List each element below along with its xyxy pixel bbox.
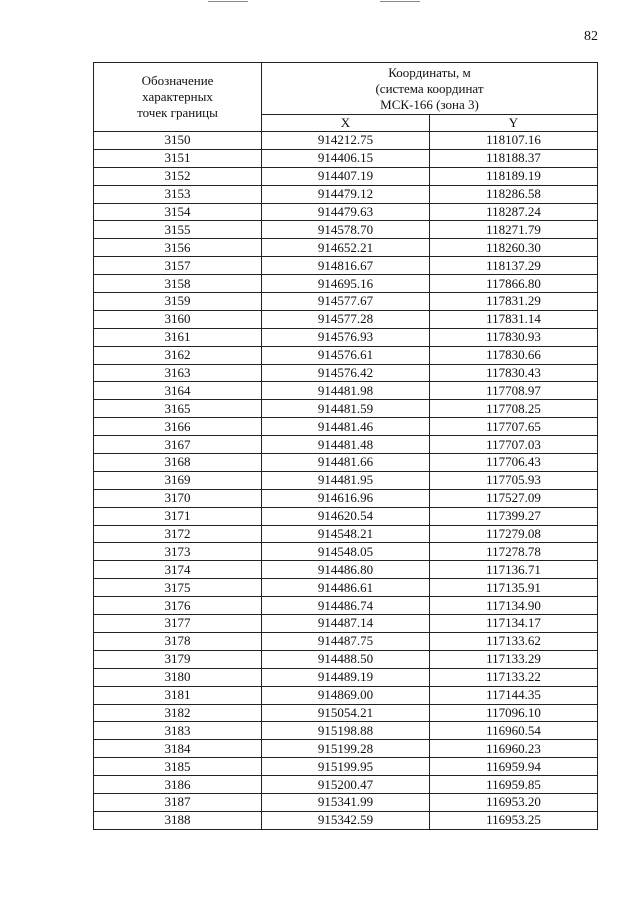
x-coordinate-cell: 914481.59 bbox=[262, 400, 430, 418]
table-row bbox=[94, 257, 598, 275]
x-column-header: X bbox=[262, 115, 430, 132]
x-coordinate-cell: 915198.88 bbox=[262, 722, 430, 740]
y-coordinate-cell: 117831.29 bbox=[430, 293, 598, 311]
table-row bbox=[94, 436, 598, 454]
table-row bbox=[94, 579, 598, 597]
x-coordinate-cell: 914481.98 bbox=[262, 382, 430, 400]
y-column-header: Y bbox=[430, 115, 598, 132]
coordinates-header bbox=[262, 63, 598, 115]
y-coordinate-cell: 117133.29 bbox=[430, 650, 598, 668]
x-coordinate-cell: 914616.96 bbox=[262, 489, 430, 507]
point-id-cell: 3161 bbox=[94, 328, 262, 346]
y-coordinate-cell: 117133.62 bbox=[430, 632, 598, 650]
table-row bbox=[94, 811, 598, 829]
x-coordinate-cell: 914407.19 bbox=[262, 167, 430, 185]
table-row bbox=[94, 454, 598, 472]
scan-mark-right bbox=[380, 1, 420, 2]
table-row bbox=[94, 167, 598, 185]
table-row bbox=[94, 650, 598, 668]
y-coordinate-cell: 117830.66 bbox=[430, 346, 598, 364]
y-coordinate-cell: 118137.29 bbox=[430, 257, 598, 275]
point-id-cell: 3188 bbox=[94, 811, 262, 829]
x-coordinate-cell: 914486.80 bbox=[262, 561, 430, 579]
x-coordinate-cell: 914620.54 bbox=[262, 507, 430, 525]
point-id-cell: 3156 bbox=[94, 239, 262, 257]
table-row bbox=[94, 149, 598, 167]
y-coordinate-cell: 118260.30 bbox=[430, 239, 598, 257]
y-coordinate-cell: 117279.08 bbox=[430, 525, 598, 543]
point-designation-header bbox=[94, 63, 262, 132]
point-designation-header-line: Обозначение bbox=[141, 73, 214, 88]
y-coordinate-cell: 118286.58 bbox=[430, 185, 598, 203]
y-coordinate-cell: 116959.94 bbox=[430, 758, 598, 776]
point-id-cell: 3154 bbox=[94, 203, 262, 221]
point-id-cell: 3185 bbox=[94, 758, 262, 776]
y-coordinate-cell: 116959.85 bbox=[430, 776, 598, 794]
x-coordinate-cell: 914576.93 bbox=[262, 328, 430, 346]
y-coordinate-cell: 116960.23 bbox=[430, 740, 598, 758]
table-row bbox=[94, 203, 598, 221]
y-coordinate-cell: 117831.14 bbox=[430, 310, 598, 328]
point-id-cell: 3175 bbox=[94, 579, 262, 597]
coordinates-header-line: Координаты, м bbox=[388, 64, 471, 80]
table-row bbox=[94, 239, 598, 257]
y-coordinate-cell: 117830.43 bbox=[430, 364, 598, 382]
point-id-cell: 3168 bbox=[94, 454, 262, 472]
point-id-cell: 3155 bbox=[94, 221, 262, 239]
table-row bbox=[94, 632, 598, 650]
point-id-cell: 3159 bbox=[94, 293, 262, 311]
y-coordinate-cell: 117708.25 bbox=[430, 400, 598, 418]
x-coordinate-cell: 914869.00 bbox=[262, 686, 430, 704]
y-coordinate-cell: 118287.24 bbox=[430, 203, 598, 221]
table-row bbox=[94, 328, 598, 346]
table-row bbox=[94, 346, 598, 364]
x-coordinate-cell: 915054.21 bbox=[262, 704, 430, 722]
x-coordinate-cell: 914487.75 bbox=[262, 632, 430, 650]
table-row bbox=[94, 132, 598, 150]
x-coordinate-cell: 914479.12 bbox=[262, 185, 430, 203]
point-id-cell: 3181 bbox=[94, 686, 262, 704]
point-id-cell: 3186 bbox=[94, 776, 262, 794]
y-coordinate-cell: 117830.93 bbox=[430, 328, 598, 346]
x-coordinate-cell: 914577.28 bbox=[262, 310, 430, 328]
scan-mark-left bbox=[208, 1, 248, 2]
table-row bbox=[94, 185, 598, 203]
table-row bbox=[94, 758, 598, 776]
x-coordinate-cell: 914486.61 bbox=[262, 579, 430, 597]
point-id-cell: 3173 bbox=[94, 543, 262, 561]
table-row bbox=[94, 686, 598, 704]
y-coordinate-cell: 116953.20 bbox=[430, 793, 598, 811]
point-id-cell: 3151 bbox=[94, 149, 262, 167]
point-id-cell: 3171 bbox=[94, 507, 262, 525]
point-id-cell: 3182 bbox=[94, 704, 262, 722]
y-coordinate-cell: 117136.71 bbox=[430, 561, 598, 579]
x-coordinate-cell: 914481.46 bbox=[262, 418, 430, 436]
point-id-cell: 3153 bbox=[94, 185, 262, 203]
x-coordinate-cell: 915199.28 bbox=[262, 740, 430, 758]
x-coordinate-cell: 914481.95 bbox=[262, 471, 430, 489]
table-row bbox=[94, 382, 598, 400]
y-coordinate-cell: 117527.09 bbox=[430, 489, 598, 507]
coordinates-table bbox=[93, 62, 598, 830]
y-coordinate-cell: 118271.79 bbox=[430, 221, 598, 239]
y-coordinate-cell: 117866.80 bbox=[430, 275, 598, 293]
point-designation-header-line: характерных bbox=[142, 89, 213, 104]
y-coordinate-cell: 117278.78 bbox=[430, 543, 598, 561]
table-row bbox=[94, 507, 598, 525]
x-coordinate-cell: 915200.47 bbox=[262, 776, 430, 794]
table-row bbox=[94, 221, 598, 239]
x-coordinate-cell: 914578.70 bbox=[262, 221, 430, 239]
point-id-cell: 3165 bbox=[94, 400, 262, 418]
x-coordinate-cell: 914479.63 bbox=[262, 203, 430, 221]
point-id-cell: 3184 bbox=[94, 740, 262, 758]
table-row bbox=[94, 418, 598, 436]
point-id-cell: 3169 bbox=[94, 471, 262, 489]
table-row bbox=[94, 543, 598, 561]
y-coordinate-cell: 118189.19 bbox=[430, 167, 598, 185]
point-id-cell: 3172 bbox=[94, 525, 262, 543]
table-row bbox=[94, 722, 598, 740]
y-coordinate-cell: 117707.65 bbox=[430, 418, 598, 436]
point-id-cell: 3158 bbox=[94, 275, 262, 293]
table-row bbox=[94, 668, 598, 686]
x-coordinate-cell: 914481.48 bbox=[262, 436, 430, 454]
y-coordinate-cell: 117708.97 bbox=[430, 382, 598, 400]
table-row bbox=[94, 704, 598, 722]
table-row bbox=[94, 471, 598, 489]
point-id-cell: 3177 bbox=[94, 615, 262, 633]
y-coordinate-cell: 117135.91 bbox=[430, 579, 598, 597]
x-coordinate-cell: 915341.99 bbox=[262, 793, 430, 811]
point-id-cell: 3179 bbox=[94, 650, 262, 668]
table-row bbox=[94, 740, 598, 758]
x-coordinate-cell: 914487.14 bbox=[262, 615, 430, 633]
x-coordinate-cell: 914576.42 bbox=[262, 364, 430, 382]
point-id-cell: 3152 bbox=[94, 167, 262, 185]
point-id-cell: 3166 bbox=[94, 418, 262, 436]
point-id-cell: 3167 bbox=[94, 436, 262, 454]
x-coordinate-cell: 914212.75 bbox=[262, 132, 430, 150]
x-coordinate-cell: 914481.66 bbox=[262, 454, 430, 472]
x-coordinate-cell: 915342.59 bbox=[262, 811, 430, 829]
x-coordinate-cell: 914489.19 bbox=[262, 668, 430, 686]
x-coordinate-cell: 914548.05 bbox=[262, 543, 430, 561]
point-id-cell: 3174 bbox=[94, 561, 262, 579]
y-coordinate-cell: 117096.10 bbox=[430, 704, 598, 722]
point-id-cell: 3178 bbox=[94, 632, 262, 650]
table-row bbox=[94, 776, 598, 794]
y-coordinate-cell: 117134.17 bbox=[430, 615, 598, 633]
x-coordinate-cell: 914406.15 bbox=[262, 149, 430, 167]
point-designation-header-line: точек границы bbox=[137, 105, 218, 120]
table-row bbox=[94, 489, 598, 507]
coordinates-header-line: МСК-166 (зона 3) bbox=[380, 96, 479, 112]
x-coordinate-cell: 914486.74 bbox=[262, 597, 430, 615]
y-coordinate-cell: 117144.35 bbox=[430, 686, 598, 704]
x-coordinate-cell: 915199.95 bbox=[262, 758, 430, 776]
table-row bbox=[94, 310, 598, 328]
table-body bbox=[94, 132, 598, 830]
x-coordinate-cell: 914576.61 bbox=[262, 346, 430, 364]
point-id-cell: 3162 bbox=[94, 346, 262, 364]
x-coordinate-cell: 914695.16 bbox=[262, 275, 430, 293]
page-number: 82 bbox=[584, 29, 598, 44]
table-row bbox=[94, 293, 598, 311]
point-id-cell: 3163 bbox=[94, 364, 262, 382]
x-coordinate-cell: 914488.50 bbox=[262, 650, 430, 668]
point-id-cell: 3160 bbox=[94, 310, 262, 328]
table-row bbox=[94, 400, 598, 418]
table-header bbox=[94, 63, 598, 132]
y-coordinate-cell: 117134.90 bbox=[430, 597, 598, 615]
point-id-cell: 3157 bbox=[94, 257, 262, 275]
table-row bbox=[94, 525, 598, 543]
y-coordinate-cell: 118107.16 bbox=[430, 132, 598, 150]
table-row bbox=[94, 615, 598, 633]
table-row bbox=[94, 793, 598, 811]
x-coordinate-cell: 914816.67 bbox=[262, 257, 430, 275]
y-coordinate-cell: 117133.22 bbox=[430, 668, 598, 686]
point-id-cell: 3164 bbox=[94, 382, 262, 400]
point-id-cell: 3176 bbox=[94, 597, 262, 615]
y-coordinate-cell: 116953.25 bbox=[430, 811, 598, 829]
table-row bbox=[94, 561, 598, 579]
y-coordinate-cell: 117706.43 bbox=[430, 454, 598, 472]
point-id-cell: 3187 bbox=[94, 793, 262, 811]
point-id-cell: 3150 bbox=[94, 132, 262, 150]
point-id-cell: 3180 bbox=[94, 668, 262, 686]
y-coordinate-cell: 116960.54 bbox=[430, 722, 598, 740]
point-id-cell: 3183 bbox=[94, 722, 262, 740]
table-row bbox=[94, 597, 598, 615]
x-coordinate-cell: 914652.21 bbox=[262, 239, 430, 257]
y-coordinate-cell: 117705.93 bbox=[430, 471, 598, 489]
table-row bbox=[94, 364, 598, 382]
point-id-cell: 3170 bbox=[94, 489, 262, 507]
x-coordinate-cell: 914548.21 bbox=[262, 525, 430, 543]
table-row bbox=[94, 275, 598, 293]
y-coordinate-cell: 118188.37 bbox=[430, 149, 598, 167]
scan-top-marks bbox=[0, 0, 640, 6]
coordinates-header-line: (система координат bbox=[375, 80, 484, 96]
y-coordinate-cell: 117707.03 bbox=[430, 436, 598, 454]
x-coordinate-cell: 914577.67 bbox=[262, 293, 430, 311]
y-coordinate-cell: 117399.27 bbox=[430, 507, 598, 525]
